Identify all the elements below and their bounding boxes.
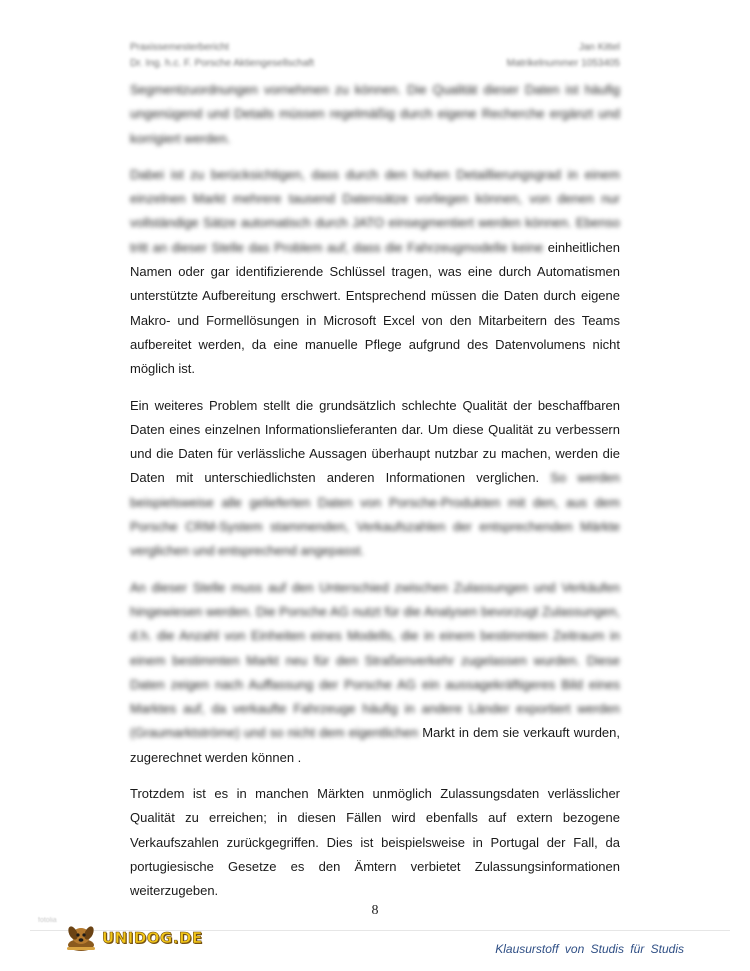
document-body (130, 78, 620, 916)
paragraph-5 (130, 782, 620, 903)
header-row-2 (130, 56, 620, 72)
header-row-1 (130, 40, 620, 56)
unidog-logo[interactable] (64, 923, 203, 953)
header-company: Dr. Ing. h.c. F. Porsche Aktiengesellschaft (130, 58, 314, 69)
paragraph-4 (130, 576, 620, 770)
paragraph-5-text: Trotzdem ist es in manchen Märkten unmöglich Zulassungsdaten verlässlicher Qualität zu erreichen; in diesen Fällen wird ebenfalls auf extern bezogene Verkaufszahlen zurückgegriffen. Dies ist beispielsweise in Portugal der Fall, da portugiesische Gesetze es den Ämtern verbietet Zulassungsinformationen weiterzugeben. (130, 786, 620, 899)
paragraph-1 (130, 78, 620, 151)
footer-tagline: Klausurstoff von Studis für Studis (495, 942, 684, 956)
dog-mascot-icon (64, 923, 98, 953)
page-header (130, 40, 620, 72)
paragraph-2-text: einheitlichen Namen oder gar identifizierende Schlüssel tragen, was eine durch Automatismen unterstützte Aufbereitung erschwert. Entsprechend müssen die Daten durch eigene Makro- und Formellösungen in Microsoft Excel von den Mitarbeitern des Teams aufbereitet werden, da eine manuelle Pflege aufgrund des Datenvolumens nicht möglich ist. (130, 239, 620, 377)
header-matriculation: Matrikelnummer 1053405 (506, 58, 620, 69)
paragraph-1-blurred-text: Segmentzuordnungen vornehmen zu können. Die Qualität dieser Daten ist häufig ungenügend und Details müssen regelmäßig durch eigene Recherche ergänzt und korrigiert werden. (130, 82, 620, 146)
footer-watermark-text: fotolia (38, 917, 57, 924)
paragraph-4-blurred-text: An dieser Stelle muss auf den Unterschied zwischen Zulassungen und Verkäufen hingewiesen werden. Die Porsche AG nutzt für die Analysen bevorzugt Zulassungen, d.h. die Anzahl von Einheiten eines Modells, die in einem bestimmten Zeitraum in einem bestimmten Markt neu für den Straßenverkehr zugelassen wurden. Diese Daten zeigen nach Auffassung der Porsche AG ein aussagekräftigeres Bild eines Marktes auf, da verkaufte Fahrzeuge häufig in andere Länder exportiert werden (Graumarktströme) und so nicht dem eigentlichen (130, 579, 620, 741)
paragraph-2 (130, 163, 620, 382)
page-number: 8 (371, 903, 379, 918)
paragraph-3-blurred-text: So werden beispielsweise alle gelieferten Daten von Porsche-Produkten mit den, aus dem Porsche CRM-System stammenden, Verkaufszahlen der entsprechenden Märkte verglichen und entsprechend angepasst. (130, 470, 620, 559)
logo-text: UNIDOG.DE (102, 929, 203, 947)
paragraph-3-text: Ein weiteres Problem stellt die grundsätzlich schlechte Qualität der beschaffbaren Daten eines einzelnen Informationslieferanten dar. Um diese Qualität zu verbessern und die Daten für verlässliche Aussagen überhaupt nutzbar zu machen, werden die Daten mit unterschiedlichsten anderen Informationen verglichen. (130, 397, 620, 486)
paragraph-3 (130, 394, 620, 564)
paragraph-4-text: Markt in dem sie verkauft wurden, zugerechnet werden können . (130, 725, 621, 765)
paragraph-2-blurred-text: Dabei ist zu berücksichtigen, dass durch den hohen Detaillierungsgrad in einem einzelnen Markt mehrere tausend Datensätze vorliegen können, von denen nur vollständige Sätze automatisch durch JATO einsegmentiert werden können. Ebenso tritt an dieser Stelle das Problem auf, dass die Fahrzeugmodelle keine (130, 166, 620, 255)
header-author: Jan Kittel (578, 42, 620, 53)
header-report-title: Praxissemesterbericht (130, 42, 229, 53)
